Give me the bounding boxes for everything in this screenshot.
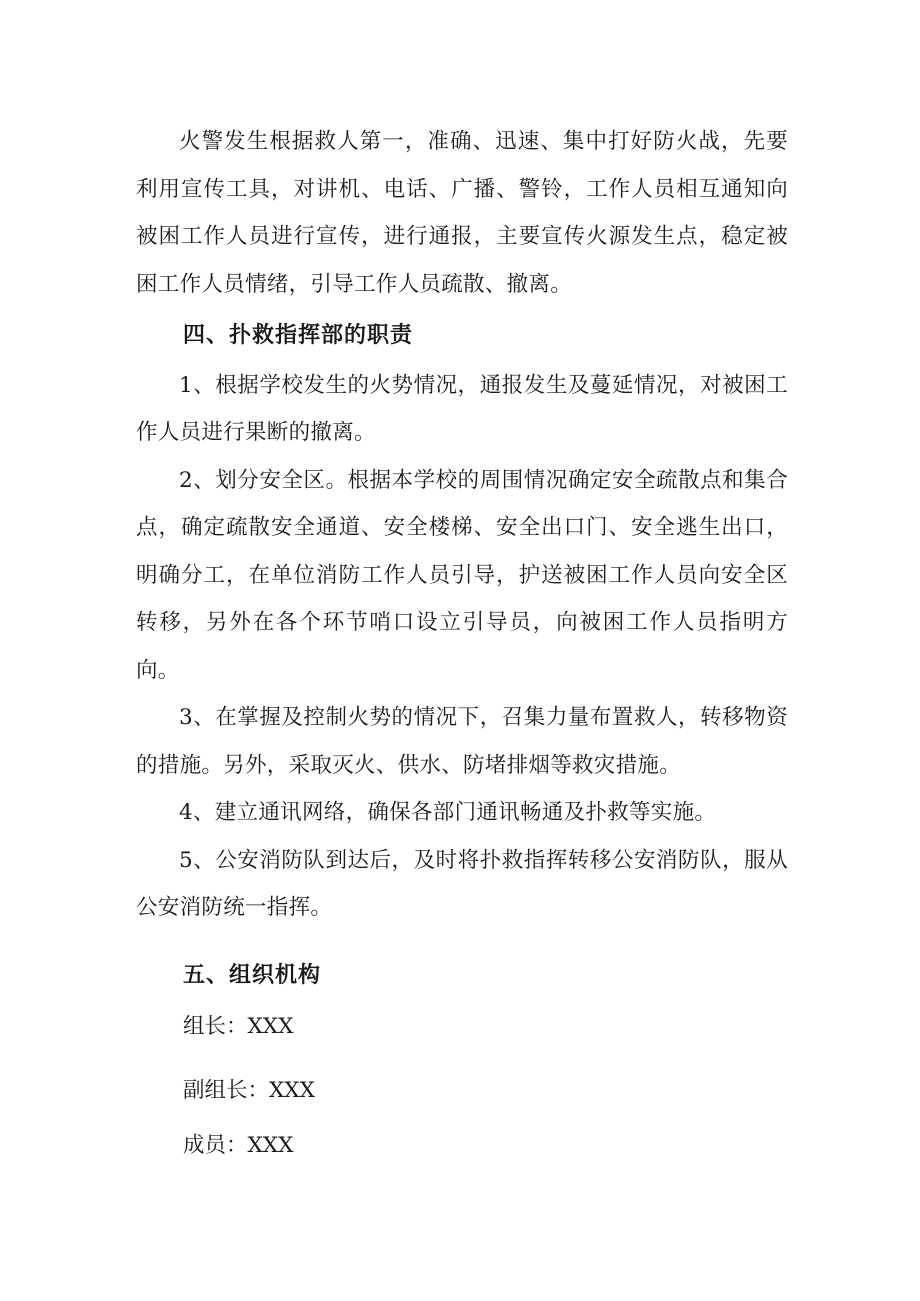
section-4-item-5: 5、公安消防队到达后，及时将扑救指挥转移公安消防队，服从公安消防统一指挥。	[136, 847, 788, 920]
intro-paragraph: 火警发生根据救人第一，准确、迅速、集中打好防火战，先要利用宣传工具，对讲机、电话、广播、警铃，工作人员相互通知向被困工作人员进行宣传，进行通报，主要宣传火源发生点，稳定被困工作人员情绪，引导工作人员疏散、撤离。	[136, 129, 788, 297]
document-body	[136, 118, 788, 1170]
section-4-heading: 四、扑救指挥部的职责	[183, 323, 414, 348]
member-staff: 成员：XXX	[183, 1133, 294, 1158]
section-4-item-3: 3、在掌握及控制火势的情况下，召集力量布置救人，转移物资的措施。另外，采取灭火、供水、防堵排烟等救灾措施。	[136, 705, 788, 778]
section-4-item-2: 2、划分安全区。根据本学校的周围情况确定安全疏散点和集合点，确定疏散安全通道、安全楼梯、安全出口门、安全逃生出口，明确分工，在单位消防工作人员引导，护送被困工作人员向安全区转移，另外在各个环节哨口设立引导员，向被困工作人员指明方向。	[136, 467, 788, 683]
section-4-item-1: 1、根据学校发生的火势情况，通报发生及蔓延情况，对被困工作人员进行果断的撤离。	[136, 372, 788, 445]
section-5-heading: 五、组织机构	[183, 962, 322, 988]
member-leader: 组长：XXX	[183, 1014, 294, 1039]
section-4-item-4: 4、建立通讯网络，确保各部门通讯畅通及扑救等实施。	[179, 800, 717, 825]
member-deputy-leader: 副组长：XXX	[183, 1077, 315, 1103]
